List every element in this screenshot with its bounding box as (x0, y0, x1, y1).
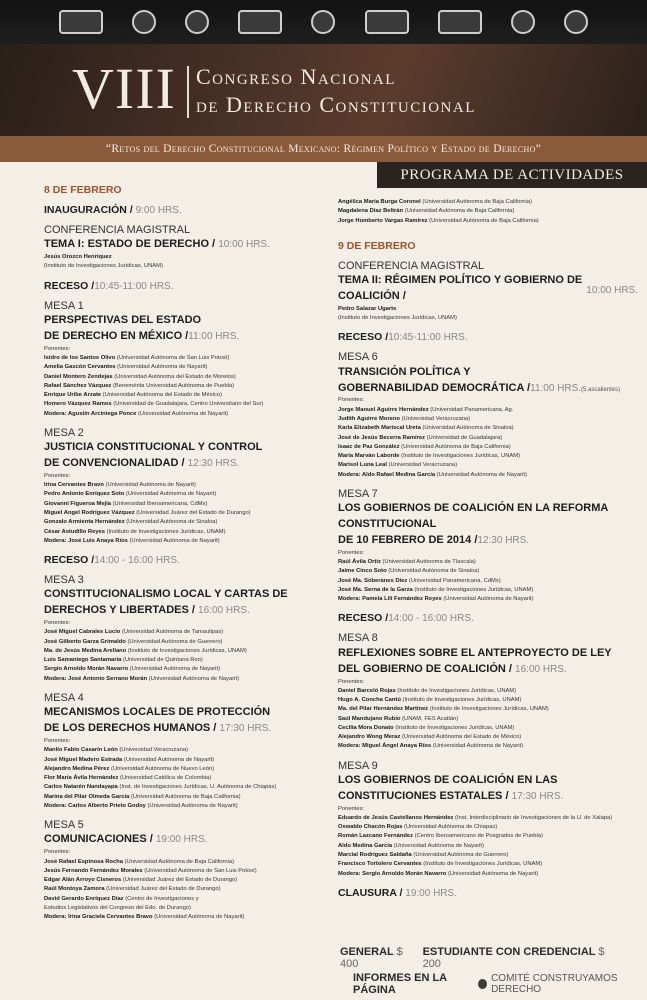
person-line: Pedro Antonio Enríquez Soto (Universidad Autónoma de Nayarit) (44, 491, 217, 498)
conf1-title-text: TEMA I: ESTADO DE DERECHO / (44, 238, 216, 251)
mesa7-title-b: DE 10 FEBRERO DE 2014 / (338, 533, 478, 546)
general-label: GENERAL (340, 946, 394, 958)
mesa2-title-b: DE CONVENCIONALIDAD / (44, 456, 185, 469)
person-line: Ponentes: (338, 678, 365, 685)
mesa4-title (44, 705, 334, 737)
person-line: Sergio Arnoldo Morán Navarro (Universidad Autónoma de Nayarit) (44, 666, 221, 673)
person-line: José Ma. Serna de la Garza (Instituto de Investigaciones Jurídicas, UNAM) (338, 586, 534, 593)
congress-subtitle: “Retos del Derecho Constitucional Mexicano: Régimen Político y Estado de Derecho” (105, 143, 542, 155)
mesa7-people (338, 549, 638, 605)
mesa2-time: 12:30 HRS. (187, 457, 240, 469)
person-line: Isaac de Paz González (Universidad Autónoma de Baja California) (338, 443, 511, 450)
mesa1-title (44, 313, 334, 345)
mesa5-title-text: COMUNICACIONES / (44, 833, 153, 846)
subtitle-bar (0, 136, 647, 162)
person-line: David Gerardo Enríquez Díaz (Centro de Investigaciones y (44, 895, 199, 902)
person-line: Cecilia Mora Donato (Instituto de Investigaciones Jurídicas, UNAM) (338, 724, 515, 731)
mesa1-time: 11:00 HRS. (188, 330, 240, 342)
person-line: José Miguel Cabrales Lucio (Universidad Autónoma de Tamaulipas) (44, 629, 224, 636)
person-line: José Gilberto Garza Grimaldo (Universidad Autónoma de Guerrero) (44, 638, 223, 645)
person-line: Modera: José Antonio Serrano Morán (Universidad Autónoma de Nayarit) (44, 675, 240, 682)
person-line: José Rafael Espinosa Rocha (Universidad Autónoma de Baja California) (44, 858, 235, 865)
person-line: Alejandro Wong Meraz (Universidad Autónoma del Estado de México) (338, 734, 522, 741)
receso2-time: 14:00 - 16:00 HRS. (94, 555, 180, 567)
logo-9-icon (564, 10, 588, 34)
mesa6-time: 11:00 HRS. (530, 382, 582, 394)
mesa8-time: 16:00 HRS. (515, 663, 567, 675)
person-line: Carlos Natarén Nandayapa (Inst. de Investigaciones Jurídicas, U. Autónoma de Chiapas) (44, 784, 277, 791)
logo-8-icon (511, 10, 535, 34)
fedan-logo-icon (438, 10, 482, 34)
conf2-speaker-name: Pedro Salazar Ugarte (338, 305, 397, 312)
person-line: Hugo A. Concha Cantú (Instituto de Investigaciones Jurídicas, UNAM) (338, 697, 522, 704)
mesa8-label: MESA 8 (338, 632, 378, 645)
mesa3-people (44, 619, 334, 684)
person-line: Amelia Gascón Cervantes (Universidad Autónoma de Nayarit) (44, 364, 208, 371)
day2-date: 9 DE FEBRERO (338, 239, 416, 252)
info-line (353, 972, 647, 996)
receso4 (338, 612, 638, 624)
logo-5-icon (311, 10, 335, 34)
receso3 (338, 331, 638, 343)
mesa7-title (338, 501, 638, 549)
clausura-time: 19:00 HRS. (405, 887, 457, 899)
mesa9-time: 17:30 HRS. (511, 790, 564, 802)
mesa8-title (338, 646, 638, 678)
conf1-speaker-name: Jesús Orozco Henríquez (44, 254, 112, 261)
uan-logo-icon (365, 10, 409, 34)
person-line: Rafael Sánchez Vázquez (Benemérita Universidad Autónoma de Puebla) (44, 382, 235, 389)
logo-2-icon (132, 10, 156, 34)
right-column (338, 198, 638, 899)
student-fee (423, 946, 622, 970)
logo-3-icon (185, 10, 209, 34)
mesa7-time: 12:30 HRS. (477, 534, 530, 546)
person-line: Modera: Aldo Rafael Medina García (Universidad Autónoma de Nayarit) (338, 471, 527, 478)
inauguracion-time: 9:00 HRS. (135, 205, 182, 216)
mesa8-people (338, 678, 638, 752)
person-line: Ponentes: (44, 849, 71, 856)
person-line: Estudios Legislativos del Congreso del Edo. de Durango) (44, 904, 191, 911)
mesa2-people (44, 472, 334, 546)
person-line: Judith Aguirre Moreno (Universidad Veracruzana) (338, 415, 471, 422)
mesa6-title-a: TRANSICIÓN POLÍTICA Y (338, 365, 471, 378)
person-line: María Marván Laborde (Instituto de Investigaciones Jurídicas, UNAM) (338, 453, 521, 460)
conf2-title: TEMA II: RÉGIMEN POLÍTICO Y GOBIERNO DE COALICIÓN / (338, 273, 583, 302)
conf2-speaker (338, 305, 586, 324)
mesa3-label: MESA 3 (44, 574, 84, 587)
mesa3-title-a: CONSTITUCIONALISMO LOCAL Y CARTAS DE (44, 588, 288, 601)
conf1-label: CONFERENCIA MAGISTRAL (44, 224, 191, 236)
person-line: Modera: Carlos Alberto Prieto Godoy (Universidad Autónoma de Nayarit) (44, 802, 238, 809)
person-line: Enrique Uribe Arzate (Universidad Autónoma del Estado de México) (44, 392, 222, 399)
inauguracion (44, 204, 334, 216)
mesa5-time: 19:00 HRS. (155, 834, 208, 846)
person-line: Magdalena Díaz Beltrán (Universidad Autónoma de Baja California) (338, 208, 515, 215)
person-line: Ponentes: (44, 738, 71, 745)
person-line: Alejandro Medina Pérez (Universidad Autónoma de Nuevo León) (44, 765, 215, 772)
person-line: Modera: Irina Graciela Cervantes Bravo (Universidad Autónoma de Nayarit) (44, 914, 245, 921)
receso3-time: 10:45-11:00 HRS. (388, 332, 468, 344)
person-line: Karla Elizabeth Mariscal Ureta (Universidad Autónoma de Sinaloa) (338, 425, 514, 432)
person-line: Marina del Pilar Olmeda García (Universidad Autónoma de Baja California) (44, 793, 241, 800)
general-fee (340, 946, 423, 970)
person-line: Modera: José Luis Anaya Ríos (Universidad Autónoma de Nayarit) (44, 537, 220, 544)
person-line: Homero Vázquez Ramos (Universidad de Guadalajara, Centro Universitario del Sur) (44, 401, 264, 408)
mesa4-time: 17:30 HRS. (219, 723, 272, 735)
person-line: Marisol Luna Leal (Universidad Veracruzana) (338, 462, 458, 469)
mesa9-label: MESA 9 (338, 759, 378, 772)
student-label: ESTUDIANTE CON CREDENCIAL (422, 946, 596, 958)
person-line: Ponentes: (338, 397, 365, 404)
person-line: Daniel Montero Zendejas (Universidad Autónoma del Estado de Morelos) (44, 373, 236, 380)
person-line: Ponentes: (338, 805, 365, 812)
person-line: Marcial Rodríguez Saldaña (Universidad Autónoma de Guerrero) (338, 852, 509, 859)
mesa6-title-b: GOBERNABILIDAD DEMOCRÁTICA / (338, 381, 531, 394)
mesa5-title (44, 832, 334, 848)
mesa1-title-b: DE DERECHO EN MÉXICO / (44, 329, 189, 342)
conf2-row (338, 273, 638, 323)
person-line: Modera: Pamela Lili Fernández Reyes (Universidad Autónoma de Nayarit) (338, 596, 534, 603)
receso1 (44, 280, 334, 292)
person-line: Raúl Montoya Zamora (Universidad Juárez del Estado de Durango) (44, 886, 221, 893)
person-line: Raúl Ávila Ortiz (Universidad Autónoma de Tlaxcala) (338, 559, 476, 566)
info-label: INFORMES EN LA PÁGINA (353, 972, 447, 996)
mesa9-people (338, 805, 638, 879)
logo-1-icon (59, 10, 103, 34)
person-line: José de Jesús Becerra Ramírez (Universidad de Guadalajara) (338, 434, 503, 441)
person-line: Aldo Medina García (Universidad Autónoma de Nayarit) (338, 842, 484, 849)
receso3-label: RECESO / (338, 331, 389, 344)
mesa2-title-a: JUSTICIA CONSTITUCIONAL Y CONTROL (44, 441, 263, 454)
conf2-speaker-inst: (Instituto de Investigaciones Jurídicas, UNAM) (338, 315, 457, 322)
person-line: Román Lazcano Fernández (Centro Iberoamericano de Posgrados de Puebla) (338, 833, 543, 840)
program-heading: PROGRAMA DE ACTIVIDADES (377, 162, 647, 188)
mesa5-people (44, 848, 334, 922)
person-line: Angélica María Burga Coronel (Universidad Autónoma de Baja California) (338, 199, 532, 205)
logo-bar (0, 0, 647, 44)
mesa8-title-b: DEL GOBIERNO DE COALICIÓN / (338, 662, 512, 675)
person-line: Eduardo de Jesús Castellanos Hernández (Inst. Interdisciplinario de Investigaciones de la U. de Xalapa) (338, 814, 613, 821)
person-line: Oswaldo Chacón Rojas (Universidad Autónoma de Chiapas) (338, 824, 498, 831)
clausura (338, 887, 638, 899)
person-line: Isidro de los Santos Olivo (Universidad Autónoma de San Luis Potosí) (44, 354, 230, 361)
edition-number: VIII (72, 56, 176, 121)
receso2-label: RECESO / (44, 554, 95, 567)
person-line: Ponentes: (338, 549, 365, 556)
mesa8-title-a: REFLEXIONES SOBRE EL ANTEPROYECTO DE LEY (338, 646, 612, 659)
mesa7-label: MESA 7 (338, 487, 378, 500)
person-line: José Ma. Soberanes Díez (Universidad Panamericana, CdMx) (338, 577, 501, 584)
person-line: César Astudillo Reyes (Instituto de Investigaciones Jurídicas, UNAM) (44, 528, 226, 535)
congress-title-line1: Congreso Nacional (196, 64, 396, 89)
mesa7-title-a: LOS GOBIERNOS DE COALICIÓN EN LA REFORMA CONSTITUCIONAL (338, 502, 608, 530)
person-line: Ponentes: (44, 620, 71, 627)
fees (340, 946, 622, 970)
receso1-time: 10:45-11:00 HRS. (94, 280, 174, 292)
mesa6-people (338, 396, 638, 479)
receso4-time: 14:00 - 16:00 HRS. (388, 613, 474, 625)
receso2 (44, 554, 334, 566)
mesa1-title-a: PERSPECTIVAS DEL ESTADO (44, 313, 202, 326)
person-line: Jaime Cinco Soto (Universidad Autónoma de Sinaloa) (338, 568, 480, 575)
general-amount: $ 400 (340, 946, 403, 970)
person-line: Jorge Humberto Vargas Ramírez (Universidad Autónoma de Baja California) (338, 217, 539, 224)
mesa5-label: MESA 5 (44, 819, 84, 832)
mesa9-title (338, 773, 638, 805)
person-line: Daniel Barceló Rojas (Instituto de Investigaciones Jurídicas, UNAM) (338, 687, 517, 694)
person-line: José Miguel Madero Estrada (Universidad Autónoma de Nayarit) (44, 756, 215, 763)
mesa1-label: MESA 1 (44, 299, 84, 312)
mesa3-title (44, 587, 334, 619)
mesa9-title-b: CONSTITUCIONES ESTATALES / (338, 789, 509, 802)
congress-title-line2: de Derecho Constitucional (196, 92, 476, 117)
person-line: Modera: Sergio Arnoldo Morán Navarro (Universidad Autónoma de Nayarit) (338, 870, 539, 877)
person-line: Saúl Mandujano Rubio (UNAM, FES Acatlán) (338, 715, 459, 722)
clausura-label: CLAUSURA / (338, 886, 403, 899)
person-line: Luis Samaniego Santamaría (Universidad de Quintana Roo) (44, 657, 203, 664)
person-line: Modera: Agustín Arciniega Ponce (Universidad Autónoma de Nayarit) (44, 410, 229, 417)
person-line: Jorge Manuel Aguirre Hernández (Universidad Panamericana, Ag. (338, 406, 514, 413)
mesa4-title-b: DE LOS DERECHOS HUMANOS / (44, 722, 217, 735)
person-line: Gonzalo Armienta Hernández (Universidad Autónoma de Sinaloa) (44, 519, 218, 526)
mesa4-label: MESA 4 (44, 691, 84, 704)
person-line: Irina Cervantes Bravo (Universidad Autónoma de Nayarit) (44, 482, 196, 489)
person-line: Flor María Ávila Hernández (Universidad Católica de Colombia) (44, 775, 212, 782)
title-divider (187, 66, 189, 118)
day1-date: 8 DE FEBRERO (44, 184, 122, 196)
inauguracion-label: INAUGURACIÓN / (44, 204, 133, 216)
person-line: Edgar Alán Arroyo Cisneros (Universidad Juárez del Estado de Durango) (44, 877, 238, 884)
facebook-icon (478, 979, 487, 989)
mesa4-people (44, 737, 334, 811)
mesa3-title-b: DERECHOS Y LIBERTADES / (44, 604, 195, 617)
person-line: Francisco Tortolero Cervantes (Instituto de Investigaciones Jurídicas, UNAM) (338, 861, 543, 868)
receso4-label: RECESO / (338, 612, 389, 625)
student-amount: $ 200 (422, 946, 605, 970)
facebook-page-link[interactable]: COMITÉ CONSTRUYAMOS DERECHO (491, 973, 618, 995)
mesa9-title-a: LOS GOBIERNOS DE COALICIÓN EN LAS (338, 773, 558, 786)
mesa2-title (44, 440, 334, 472)
mesa1-people (44, 345, 334, 419)
mesa6-title (338, 365, 638, 397)
nayarit-logo-icon (238, 10, 282, 34)
person-line: Modera: Miguel Ángel Anaya Ríos (Universidad Autónoma de Nayarit) (338, 743, 524, 750)
conf1-title (44, 237, 334, 253)
person-line: Jesús Fernando Fernández Morales (Universidad Autónoma de San Luis Potosí) (44, 867, 257, 874)
conf1-speaker (44, 253, 334, 272)
mesa4-title-a: MECANISMOS LOCALES DE PROTECCIÓN (44, 706, 271, 719)
mesa5-people-cont (338, 198, 638, 226)
person-line: Ma. de Jesús Medina Arellano (Instituto de Investigaciones Jurídicas, UNAM) (44, 647, 247, 654)
person-line: Ma. del Pilar Hernández Martínez (Instituto de Investigaciones Jurídicas, UNAM) (338, 706, 549, 713)
receso1-label: RECESO / (44, 279, 95, 292)
person-line: Miguel Angel Rodríguez Vázquez (Universidad Juárez del Estado de Durango) (44, 509, 251, 516)
person-line: Ponentes: (44, 345, 71, 352)
left-column (44, 180, 334, 922)
mesa2-label: MESA 2 (44, 426, 84, 439)
conf2-time: 10:00 HRS. (586, 284, 638, 296)
mesa6-note: (5 ascalientes) (581, 386, 621, 393)
mesa3-time: 16:00 HRS. (198, 605, 250, 617)
person-line: Giovanni Figueroa Mejía (Universidad Iberoamericana, CdMx) (44, 500, 208, 507)
person-line: Ponentes: (44, 472, 71, 479)
mesa6-label: MESA 6 (338, 351, 378, 364)
person-line: Manlio Fabio Casarín León (Universidad Veracruzana) (44, 747, 189, 754)
conf1-speaker-inst: (Instituto de Investigaciones Jurídicas, UNAM) (44, 263, 163, 270)
conf2-label: CONFERENCIA MAGISTRAL (338, 259, 485, 272)
conf1-time: 10:00 HRS. (218, 239, 270, 251)
